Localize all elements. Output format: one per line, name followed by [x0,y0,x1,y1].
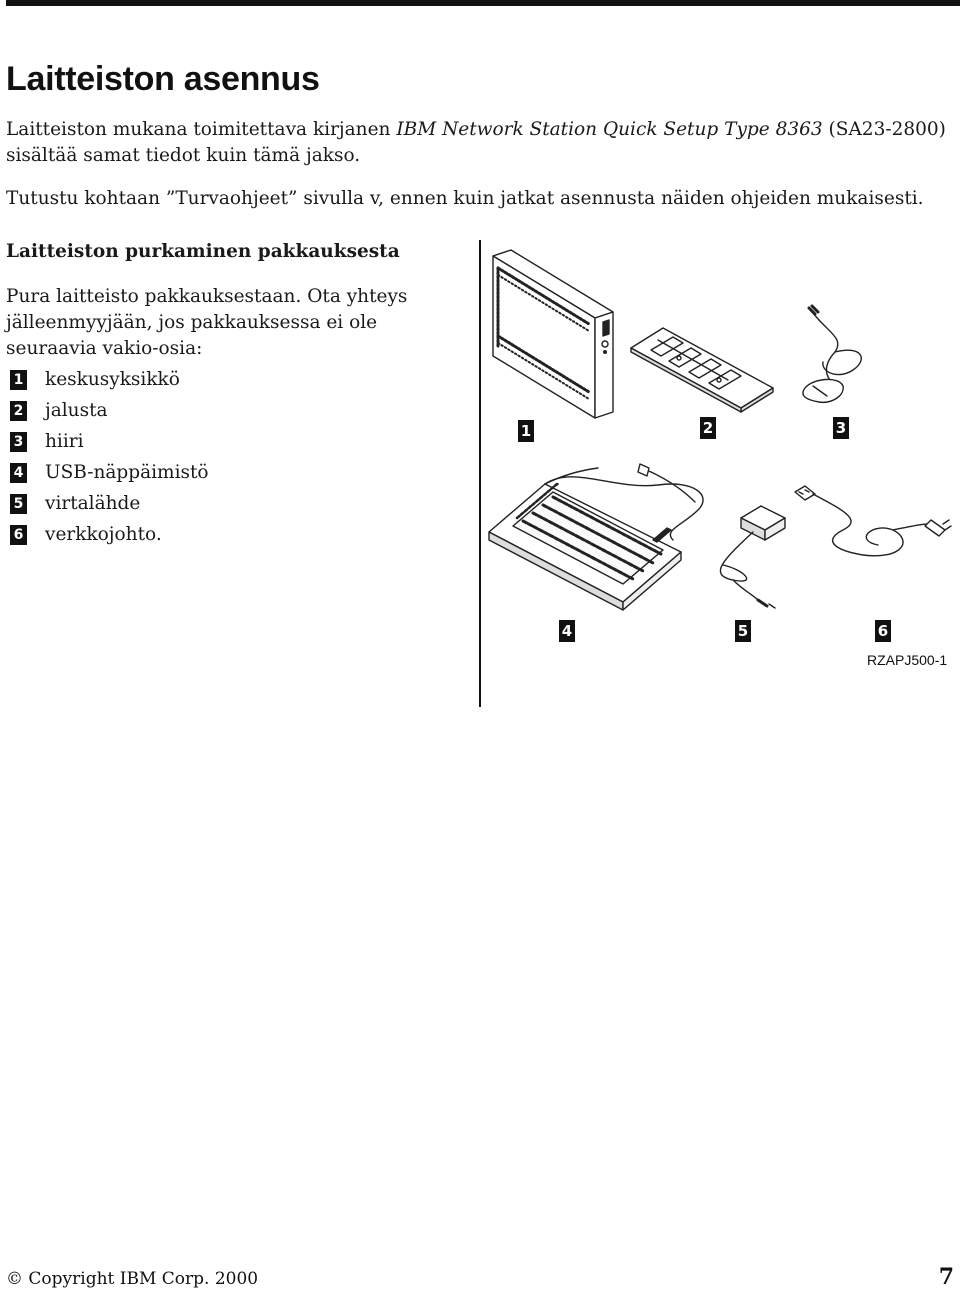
book-title: IBM Network Station Quick Setup Type 8363 [396,119,823,140]
item-label: hiiri [45,431,84,452]
item-label: USB-näppäimistö [45,462,209,483]
figure-callout-5: 5 [735,620,751,642]
item-number-badge: 1 [10,370,27,390]
figure-callout-3: 3 [833,417,849,439]
list-item [6,457,209,488]
figure-callout-6: 6 [875,620,891,642]
keyboard-drawing [489,464,703,610]
figure-id: RZAPJ500-1 [867,652,948,668]
figure-callout-2: 2 [700,417,716,439]
parts-list [6,364,209,550]
item-number-badge: 2 [10,401,27,421]
stand-drawing [631,328,773,412]
safety-note: Tutustu kohtaan ”Turvaohjeet” sivulla v, ennen kuin jatkat asennusta näiden ohjeiden mukaisesti. [6,188,924,209]
item-number-badge: 4 [10,463,27,483]
list-item [6,519,209,550]
item-label: virtalähde [45,493,141,514]
intro-paragraph [6,117,956,169]
hardware-figure [483,240,960,710]
item-label: verkkojohto. [45,524,162,545]
item-number-badge: 5 [10,494,27,514]
item-label: keskusyksikkö [45,369,180,390]
figure-callout-4: 4 [559,620,575,642]
top-rule [6,0,960,6]
power-cord-drawing [795,486,951,556]
footer-copyright: © Copyright IBM Corp. 2000 [6,1269,259,1289]
item-label: jalusta [45,400,108,421]
figure-callout-1: 1 [518,420,534,442]
figure-divider-line [479,240,481,707]
mouse-drawing [803,306,861,402]
page-title: Laitteiston asennus [6,60,320,98]
intro-text-before: Laitteiston mukana toimitettava kirjanen [6,119,397,140]
section-body: Pura laitteisto pakkauksestaan. Ota yhteys jälleenmyyjään, jos pakkauksessa ei ole seuraavia vakio-osia: [6,286,408,359]
list-item [6,426,209,457]
section-heading: Laitteiston purkaminen pakkauksesta [6,241,400,262]
system-unit-drawing [493,250,613,418]
list-item [6,395,209,426]
list-item [6,364,209,395]
page-number: 7 [938,1264,954,1290]
power-adapter-drawing [720,506,785,608]
intro-text-after: (SA23-2800) sisältää samat tiedot kuin tämä jakso. [6,119,946,166]
item-number-badge: 3 [10,432,27,452]
item-number-badge: 6 [10,525,27,545]
list-item [6,488,209,519]
